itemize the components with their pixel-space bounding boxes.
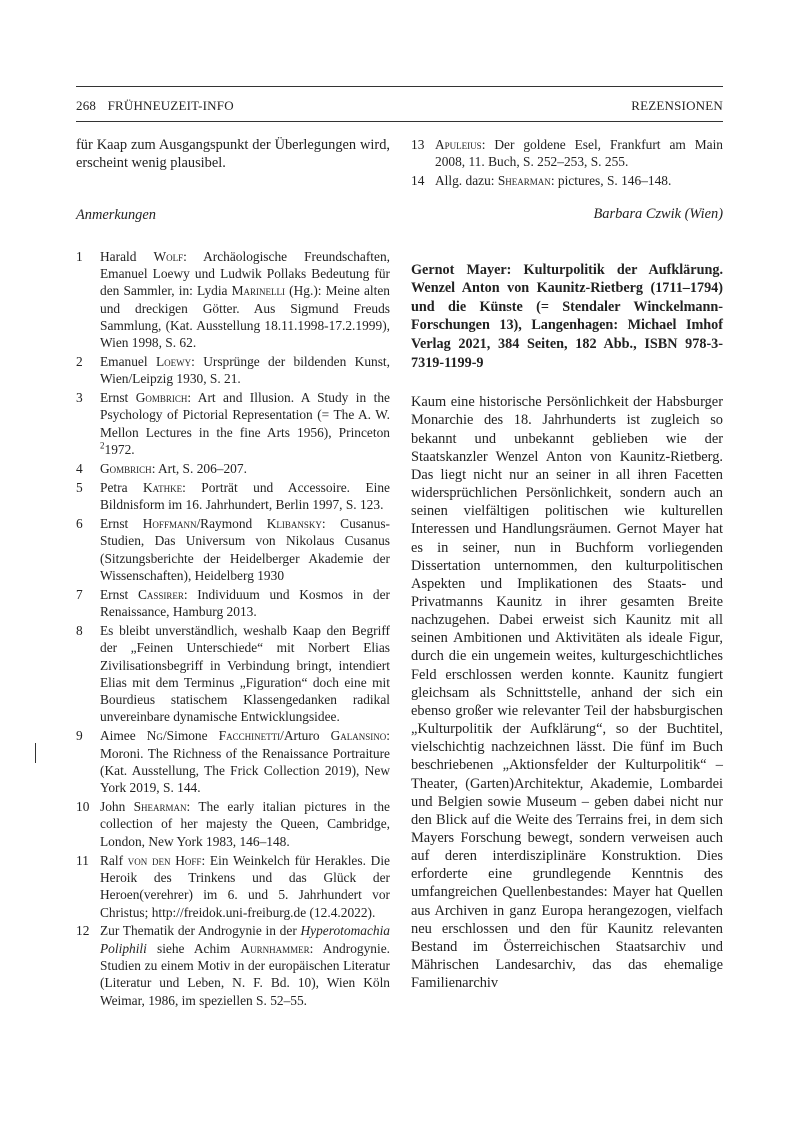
footnote-text: [100, 799, 390, 849]
footnote-segment: Emanuel: [100, 353, 156, 369]
notes-list-continued: [411, 136, 723, 189]
header-rule: [76, 121, 723, 122]
footnote-segment: Loewy: [155, 353, 192, 369]
footnote-text: [100, 853, 390, 920]
footnote-segment: Hoffmann: [142, 516, 197, 532]
review-body: Kaum eine historische Persönlichkeit der Habsburger Monarchie des 18. Jahrhunderts ist zugleich so bekannt und unbekannt geblieben wie der Staatskanzler Wenzel Anton von Kaunitz-Rietberg. Das liegt nicht nur an seiner in all ihren Facetten widersprüchlichen Persönlichkeit, sondern auch an seinen vielfältigen politischen wie kulturellen Interessen und Handlungsräumen. Gernot Mayer hat es in seiner, nun in Buchform vorliegenden Dissertation unternommen, den kulturpolitischen Aspekten und Implikationen des Staats- und Privatmanns Kaunitz in ihrer gesamten Breite nachzugehen. Dabei erweist sich Kaunitz mit all seinen Ambitionen und Aktivitäten als ideale Figur, durch die ein ungemein weites, kulturgeschichtliches Feld erschlossen werden konnte. Kaunitz fungiert gleichsam als Schnittstelle, anhand der sich ein ebenso großer wie relevanter Teil der habsburgischen „Kulturpolitik der Aufklärung“, so der Buchtitel, vielschichtig nachzeichnen lässt. Die fünf im Buch beschriebenen „Aktionsfelder der Kulturpolitik“ – Theater, (Garten)Architektur, Akademie, Lombardei und Belgien sowie Museum – geben dabei nicht nur den Blick auf die Weite des Terrains frei, in dem sich Mayers Forschung bewegt, sondern verweisen auch auf deren interdisziplinäre Konstruktion. Dies erforderte eine grundlegende Kenntnis des umfangreichen Quellenbestandes: Mayer hat Quellen aus Archiven in ganz Europa herangezogen, vielfach neu erschlossen und den für Kaunitz relevanten Bestand im Österreichischen Staatsarchiv und Mährischen Landesarchiv, das das ehemalige Familienarchiv: [411, 394, 723, 992]
footnote-segment: : Androgynie. Studien zu einem Motiv in der europäischen Literatur (Literatur und Leben, N. F. Bd. 10), Wien Köln Weimar, 1986, im speziellen S. 52–55.: [100, 940, 390, 1008]
footnote-segment: : Archäologische Freundschaften, Emanuel Loewy und Ludwik Pollaks Bedeutung für den Sammler, in: Lydia: [100, 248, 390, 299]
footnote-number: 3: [76, 390, 83, 406]
footnote-segment: : Ursprünge der bildenden Kunst, Wien/Leipzig 1930, S. 21.: [100, 353, 390, 387]
footnote-segment: Ralf: [100, 852, 128, 868]
page-number: 268: [76, 98, 97, 113]
footnote-number: 13: [411, 137, 425, 152]
footnote-segment: Allg. dazu:: [435, 173, 498, 189]
review-signature: Barbara Czwik (Wien): [593, 206, 723, 223]
footnote-segment: /Simone: [162, 728, 219, 744]
footnote-segment: Klibansky: [266, 516, 322, 532]
footnote-segment: Gombrich: [100, 460, 152, 476]
footnote: [76, 586, 390, 621]
footnote-segment: Hyperotomachia Poliphili: [100, 923, 390, 956]
footnote: [76, 248, 390, 352]
footnote: [76, 515, 390, 584]
footnote: [76, 798, 390, 850]
footnote: [76, 460, 390, 477]
footnote-segment: Kathke: [142, 479, 183, 495]
review-heading: Gernot Mayer: Kulturpolitik der Aufklärung. Wenzel Anton von Kaunitz-Rietberg (1711–1794) und die Künste (= Stendaler Winckelmann-Forschungen 13), Langenhagen: Michael Imhof Verlag 2021, 384 Seiten, 182 Abb., ISBN 978-3-7319-1199-9: [411, 261, 723, 371]
footnote-segment: Galansino: [330, 728, 387, 744]
footnote-number: 11: [76, 852, 89, 868]
footnote-number: 8: [76, 623, 83, 638]
footnote-text: [100, 461, 247, 476]
footnote: [76, 389, 390, 458]
section-title: REZENSIONEN: [631, 98, 723, 113]
footnote-number: 2: [76, 353, 83, 369]
footnote-segment: Harald: [100, 248, 154, 264]
left-column: [76, 136, 390, 1011]
continuation-text: für Kaap zum Ausgangspunkt der Überlegungen wird, erscheint wenig plausibel.: [76, 137, 390, 172]
footnote: [76, 727, 390, 796]
footnote-segment: : pictures, S. 146–148.: [550, 173, 672, 189]
notes-list: [76, 248, 390, 1009]
footnote-segment: : Porträt und Accessoire. Eine Bildnisform im 16. Jahrhundert, Berlin 1997, S. 123.: [100, 479, 390, 513]
footnote-segment: : Individuum und Kosmos in der Renaissance, Hamburg 2013.: [100, 586, 390, 620]
footnote-segment: 2: [100, 440, 105, 451]
footnote-text: [100, 728, 390, 795]
footnote-segment: Zur Thematik der Androgynie in der: [100, 923, 301, 939]
footnote-segment: Aimee: [100, 728, 147, 744]
footnote-text: [100, 480, 390, 512]
footnote-number: 10: [76, 799, 90, 815]
footnote-segment: : Der goldene Esel, Frankfurt am Main 2008, 11. Buch, S. 252–253, S. 255.: [435, 137, 723, 170]
footnote-segment: Petra: [100, 479, 143, 495]
footnote: [76, 353, 390, 388]
footnote: [76, 479, 390, 514]
footnote-number: 9: [76, 728, 83, 744]
footnote-text: [435, 137, 723, 169]
footnote-segment: Cassirer: [137, 586, 184, 602]
journal-title: FRÜHNEUZEIT-INFO: [107, 98, 234, 113]
footnote-number: 6: [76, 516, 83, 532]
footnote-number: 14: [411, 173, 425, 189]
footnote-segment: : Art and Illusion. A Study in the Psychology of Pictorial Representation (= The A. W. Mellon Lectures in the fine Arts 1956), Princeton: [100, 390, 390, 440]
footnote-number: 1: [76, 248, 83, 264]
footnote-segment: /Raymond: [196, 516, 267, 532]
footnote-segment: /Arturo: [280, 728, 331, 744]
footnote-segment: Apuleius: [435, 137, 482, 152]
footnote-segment: 1972.: [104, 442, 135, 458]
footnote-number: 12: [76, 923, 90, 939]
footnote-number: 4: [76, 460, 83, 476]
footnote-segment: : The early italian pictures in the collection of her majesty the Queen, Cambridge, London, New York 1983, 146–148.: [100, 799, 390, 849]
footnote-segment: Shearman: [133, 799, 187, 815]
notes-heading: Anmerkungen: [76, 207, 156, 224]
footnote-segment: Ng: [146, 728, 163, 744]
footnote-text: [100, 516, 390, 583]
footnote-text: [100, 623, 390, 724]
footnote-number: 5: [76, 479, 83, 495]
footnote: [76, 852, 390, 921]
footnote-segment: : Cusanus-Studien, Das Universum von Nikolaus Cusanus (Sitzungsberichte der Heidelberger Akademie der Wissenschaften), Heidelberg 1930: [100, 516, 390, 583]
running-header: [76, 98, 723, 114]
footnote-text: [100, 249, 390, 350]
footnote-segment: Es bleibt unverständlich, weshalb Kaap den Begriff der „Feinen Unterschiede“ mit Norbert Elias Zivilisationsbegriff in Verbindung bringt, intendiert Elias mit dem Terminus „Figuration“ doch eine mit Bourdieus statischem Klassengedanken radikal unvereinbare dynamische Entwicklungsidee.: [100, 623, 390, 725]
header-left: [76, 98, 234, 114]
footnote-segment: John: [100, 799, 134, 815]
footnote-segment: Shearman: [497, 173, 551, 189]
footnote: [76, 622, 390, 726]
top-rule: [76, 86, 723, 87]
footnote: [76, 922, 390, 1008]
footnote-text: [100, 354, 390, 386]
footnote-segment: Wolf: [153, 248, 184, 264]
footnote-segment: Gombrich: [135, 390, 188, 406]
footnote-segment: : Art, S. 206–207.: [151, 460, 247, 476]
footnote: [411, 136, 723, 171]
footnote-segment: (Hg.): Meine alten und dreckigen Götter. Aus Sigmund Freuds Sammlung, (Kat. Ausstellung 18.11.1998-17.2.1999), Wien 1998, S. 62.: [100, 283, 390, 351]
footnote: [411, 172, 723, 189]
footnote-segment: Facchinetti: [218, 728, 281, 744]
margin-mark: [35, 743, 36, 763]
footnote-segment: : Ein Weinkelch für Herakles. Die Heroik des Trinkens und das Glück der Heroen(verehrer) im 6. und 5. Jahrhundert vor Christus; http://freidok.uni-freiburg.de (12.4.2022).: [100, 852, 391, 920]
footnote-text: [100, 923, 390, 1007]
footnote-segment: Aurnhammer: [240, 940, 310, 956]
footnote-text: [100, 587, 390, 619]
footnote-text: [435, 173, 671, 188]
footnote-segment: siehe Achim: [146, 940, 241, 956]
footnote-segment: von den Hoff: [127, 852, 202, 868]
footnote-segment: Ernst: [100, 390, 136, 406]
footnote-segment: Ernst: [100, 516, 143, 532]
footnote-number: 7: [76, 586, 83, 602]
footnote-segment: Marinelli: [231, 283, 286, 299]
footnote-segment: Ernst: [100, 586, 138, 602]
footnote-segment: : Moroni. The Richness of the Renaissance Portraiture (Kat. Ausstellung, The Frick Collection 2019), New York 2019, S. 144.: [100, 728, 390, 796]
footnote-text: [100, 390, 390, 457]
right-column: [411, 136, 723, 992]
